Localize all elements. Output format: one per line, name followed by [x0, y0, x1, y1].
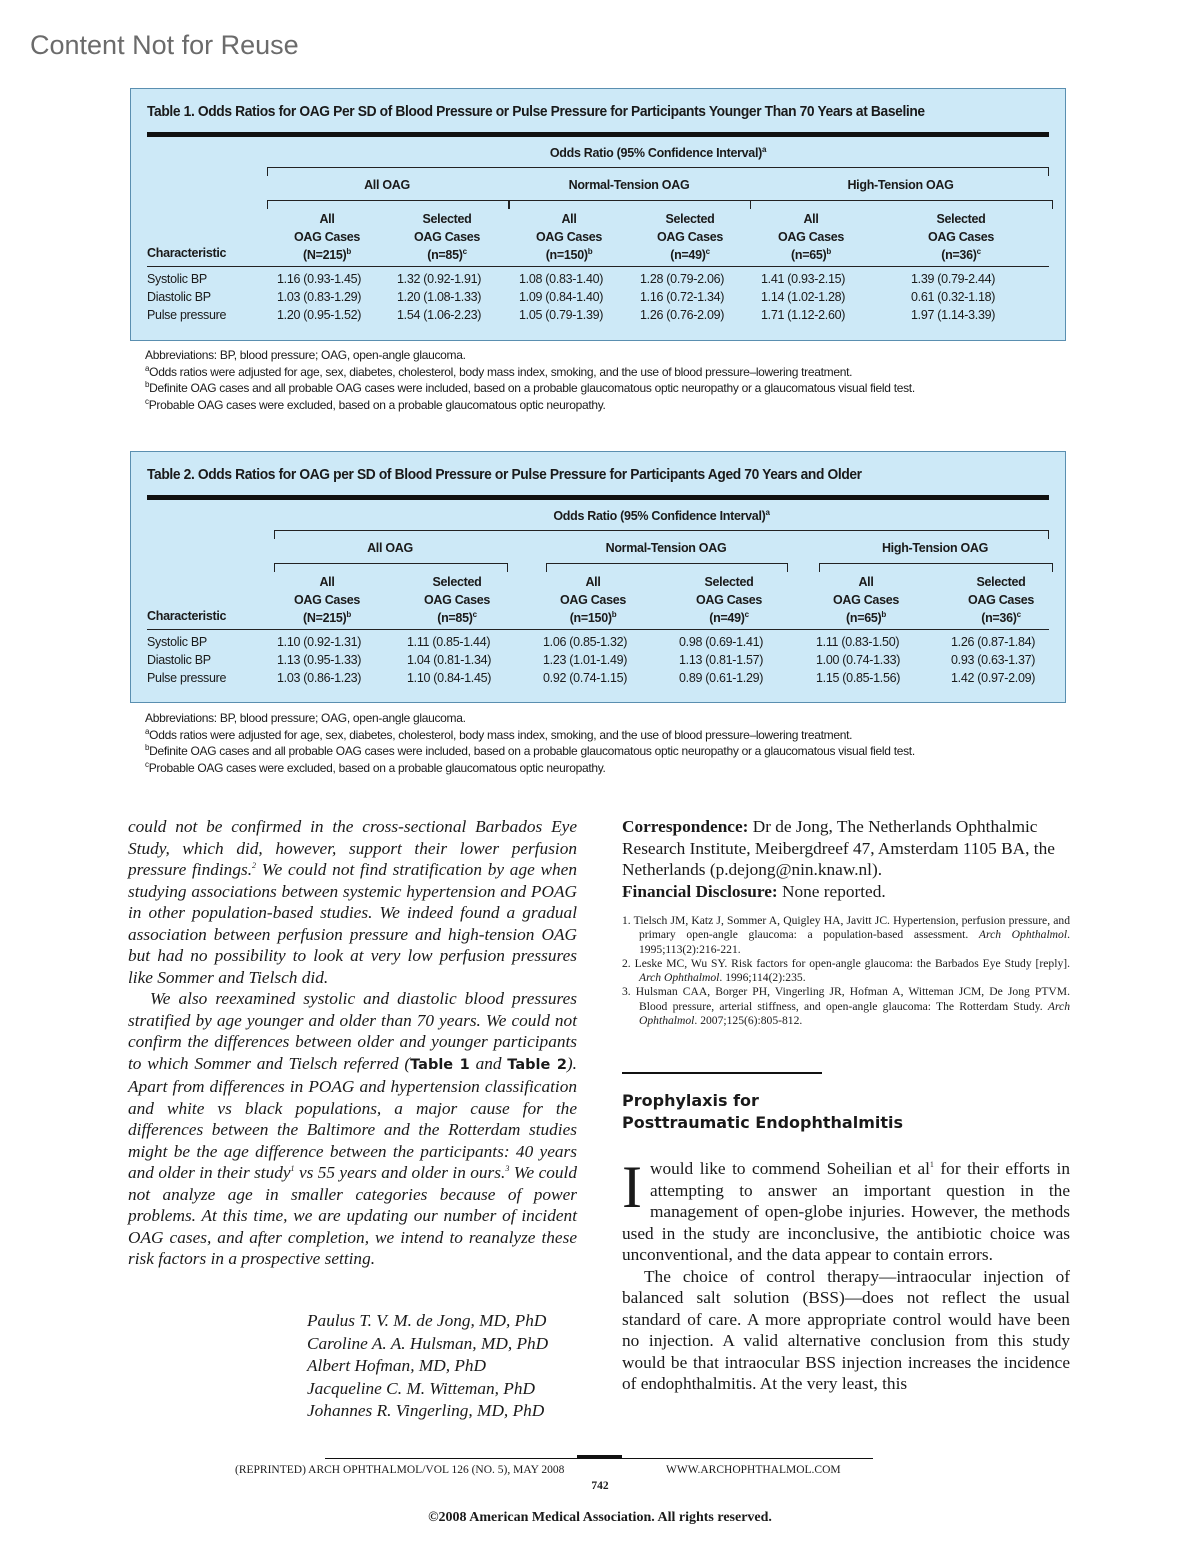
author: Albert Hofman, MD, PhD: [307, 1356, 487, 1375]
text: could not be confirmed in the cross-sectional Barbados Eye Study, which did, however, support their lower perfusion pressure findings.: [128, 817, 577, 879]
section-divider: [622, 1072, 822, 1074]
group-brace: [546, 563, 788, 572]
paragraph: [622, 1154, 1070, 1266]
author: Jacqueline C. M. Witteman, PhD: [307, 1378, 535, 1398]
footnote-marker: a: [145, 726, 150, 736]
table-1-link[interactable]: Table 1: [410, 1056, 470, 1073]
column-n: (n=85): [427, 248, 463, 262]
table-cell: 1.13 (0.95-1.33): [277, 653, 362, 667]
column-header-line: Selected: [422, 212, 472, 226]
citation: 1: [929, 1160, 934, 1170]
group-brace: [267, 200, 509, 209]
footnote-text: Abbreviations: BP, blood pressure; OAG, open-angle glaucoma.: [145, 348, 466, 362]
table-cell: 1.16 (0.72-1.34): [640, 290, 725, 304]
footnote-marker: b: [346, 609, 351, 619]
column-header-line: All: [561, 212, 577, 226]
table-cell: 1.26 (0.76-2.09): [640, 308, 725, 322]
column-header-line: All: [585, 575, 601, 589]
footnote: [145, 760, 1045, 777]
footnote-marker: b: [145, 743, 150, 752]
table-cell: 0.98 (0.69-1.41): [679, 635, 764, 649]
table-cell: 1.23 (1.01-1.49): [543, 653, 628, 667]
column-n: (N=215): [302, 611, 347, 625]
drop-cap: I: [622, 1154, 642, 1220]
paragraph: [128, 988, 577, 1270]
column-header: [630, 210, 750, 264]
footnote-marker: b: [826, 246, 831, 256]
group-brace: [509, 200, 751, 209]
footnote-marker: c: [1016, 609, 1021, 619]
group-brace: [274, 563, 508, 572]
column-n: (n=65): [846, 611, 882, 625]
row-label: Pulse pressure: [147, 308, 227, 322]
ref-text: . 1996;114(2):235.: [719, 971, 806, 985]
column-n: (n=65): [791, 248, 827, 262]
table-cell: 1.20 (0.95-1.52): [277, 308, 362, 322]
spanner-header: [267, 146, 1049, 160]
text: We could not find stratification by age when studying associations between systemic hypertension and POAG in other population-based studies. We indeed found a gradual association between perfusion pressure and high-tension OAG but had no possibility to look at very low perfusion pressures like Sommer and Tielsch did.: [128, 860, 577, 987]
table-row: [147, 290, 1049, 308]
row-label: Diastolic BP: [147, 290, 211, 304]
table-cell: 1.10 (0.84-1.45): [407, 671, 492, 685]
header-rule: [147, 629, 1049, 630]
footnote-text: Probable OAG cases were excluded, based on a probable glaucomatous optic neuropathy.: [148, 397, 606, 412]
text: We also reexamined systolic and diastolic blood pressures stratified by age younger and older than 70 years. We could not confirm the differences between older and younger participants to which Sommer and Tielsch referred (: [128, 989, 577, 1073]
column-header: [751, 210, 871, 264]
letter-title: [622, 1090, 903, 1134]
footnote-text: Odds ratios were adjusted for age, sex, diabetes, cholesterol, body mass index, smoking, and the use of blood pressure–lowering treatment.: [149, 727, 853, 742]
correspondence: [622, 816, 1070, 902]
table-cell: 1.71 (1.12-2.60): [761, 308, 846, 322]
column-header-line: OAG Cases: [293, 593, 361, 607]
group-header: High-Tension OAG: [847, 178, 954, 192]
watermark: Content Not for Reuse: [30, 30, 299, 60]
table-cell: 1.97 (1.14-3.39): [911, 308, 996, 322]
page-number: 742: [591, 1480, 609, 1492]
group-header: Normal-Tension OAG: [568, 178, 690, 192]
column-header-line: OAG Cases: [423, 593, 491, 607]
title-rule: [147, 132, 1049, 137]
footnote-marker: b: [587, 246, 593, 256]
column-n: (n=49): [709, 611, 745, 625]
table-cell: 0.93 (0.63-1.37): [951, 653, 1036, 667]
column-header-line: All: [858, 575, 874, 589]
title-rule: [147, 495, 1049, 500]
column-header: [267, 210, 387, 264]
column-n: (n=85): [437, 611, 473, 625]
citation: 2: [252, 861, 257, 871]
footnote-marker: c: [462, 246, 467, 256]
row-label: Diastolic BP: [147, 653, 211, 667]
author: Caroline A. A. Hulsman, MD, PhD: [307, 1333, 549, 1353]
row-label: Pulse pressure: [147, 671, 227, 685]
ref-journal: Arch Ophthalmol: [639, 971, 720, 985]
table-row: [147, 308, 1049, 326]
text: for their efforts in attempting to answer an important question in the management of open-globe injuries. However, the methods used in the study are inconclusive, the antibiotic choice was unconventional, and the data appear to contain errors.: [622, 1159, 1070, 1264]
table-cell: 0.61 (0.32-1.18): [911, 290, 996, 304]
signatures: [307, 1310, 548, 1423]
column-header-line: OAG Cases: [777, 230, 845, 244]
reference-item: [622, 914, 1070, 957]
table-cell: 1.28 (0.79-2.06): [640, 272, 725, 286]
footer-rule: [325, 1458, 873, 1459]
table-cell: 1.13 (0.81-1.57): [679, 653, 764, 667]
table-cell: 1.11 (0.85-1.44): [407, 635, 491, 649]
column-header: [509, 210, 629, 264]
header-rule: [147, 266, 1049, 267]
column-header-line: All: [319, 575, 335, 589]
column-header-line: OAG Cases: [559, 593, 627, 607]
footnote: [145, 727, 1045, 744]
table-cell: 1.39 (0.79-2.44): [911, 272, 996, 286]
column-header-line: Selected: [704, 575, 754, 589]
footnote-text: Odds ratios were adjusted for age, sex, diabetes, cholesterol, body mass index, smoking, and the use of blood pressure–lowering treatment.: [149, 364, 853, 379]
author: Johannes R. Vingerling, MD, PhD: [307, 1401, 545, 1420]
column-n: (n=36): [981, 611, 1017, 625]
table-cell: 1.20 (1.08-1.33): [397, 290, 482, 304]
table-row: [147, 635, 1049, 653]
footnote-text: Probable OAG cases were excluded, based on a probable glaucomatous optic neuropathy.: [148, 760, 606, 775]
table-1-footnotes: [145, 347, 1045, 413]
footnote-marker: c: [145, 759, 149, 769]
column-header-line: OAG Cases: [967, 593, 1035, 607]
footnote: [145, 710, 1045, 727]
column-header: [941, 573, 1061, 627]
column-header: [901, 210, 1021, 264]
table-1: [130, 88, 1066, 341]
text: We could not analyze age in smaller categories because of power problems. At this time, we are updating our number of incident OAG cases, and after completion, we intend to reanalyze these risk factors in a prospective setting.: [128, 1163, 577, 1268]
group-brace: [750, 200, 1053, 209]
text: vs 55 years and older in ours.: [294, 1163, 506, 1182]
characteristic-header: Characteristic: [147, 609, 227, 623]
footnote-marker: c: [472, 609, 477, 619]
footnote-marker: b: [611, 609, 617, 619]
footnote-marker: a: [762, 144, 767, 154]
footnote-text: Abbreviations: BP, blood pressure; OAG, open-angle glaucoma.: [145, 711, 466, 725]
spanner-header: [274, 509, 1049, 523]
correspondence-label: Correspondence:: [622, 817, 749, 836]
copyright: ©2008 American Medical Association. All rights reserved.: [428, 1510, 772, 1525]
table-cell: 1.41 (0.93-2.15): [761, 272, 846, 286]
footnote: [145, 364, 1045, 381]
table-cell: 1.00 (0.74-1.33): [816, 653, 901, 667]
row-label: Systolic BP: [147, 635, 207, 649]
column-header-line: OAG Cases: [656, 230, 724, 244]
footnote-marker: b: [145, 380, 150, 389]
paragraph: The choice of control therapy—intraocular injection of balanced salt solution (BSS)—does not reflect the usual standard of care. A more appropriate control would have been no injection. A valid alternative conclusion from this study would be that intraocular BSS injection increases the incidence of endophthalmitis. At the very least, this: [622, 1266, 1070, 1393]
footnote: [145, 347, 1045, 364]
references: [622, 914, 1070, 1028]
column-header-line: All: [803, 212, 819, 226]
spanner-text: Odds Ratio (95% Confidence Interval): [553, 509, 766, 523]
footnote-marker: c: [145, 396, 149, 406]
group-brace: [819, 563, 1053, 572]
journal-citation: (REPRINTED) ARCH OPHTHALMOL/VOL 126 (NO. 5), MAY 2008: [235, 1464, 565, 1476]
table-cell: 1.03 (0.86-1.23): [277, 671, 362, 685]
table-row: [147, 653, 1049, 671]
column-header: [387, 210, 507, 264]
letter-title-line: Posttraumatic Endophthalmitis: [622, 1113, 904, 1132]
table-cell: 1.14 (1.02-1.28): [761, 290, 846, 304]
footnote: [145, 397, 1045, 414]
footnote-marker: a: [145, 363, 150, 373]
footnote-text: Definite OAG cases and all probable OAG cases were included, based on a probable glaucomatous optic neuropathy or a glaucomatous visual field test.: [149, 381, 915, 395]
footnote-marker: b: [881, 609, 886, 619]
text: and: [469, 1053, 508, 1073]
group-header: All OAG: [367, 541, 413, 555]
column-header: [267, 573, 387, 627]
disclosure-text: None reported.: [777, 881, 886, 901]
table-cell: 1.03 (0.83-1.29): [277, 290, 362, 304]
table-cell: 1.10 (0.92-1.31): [277, 635, 362, 649]
column-n: (n=36): [941, 248, 977, 262]
footnote-marker: c: [705, 246, 710, 256]
table-cell: 1.09 (0.84-1.40): [519, 290, 604, 304]
correspondence-text: Dr de Jong, The Netherlands Ophthalmic Research Institute, Meibergdreef 47, Amsterdam 1105 BA, the Netherlands (p.dejong@nin.knaw.nl).: [622, 817, 1055, 879]
journal-website[interactable]: WWW.ARCHOPHTHALMOL.COM: [666, 1464, 841, 1476]
table-2-link[interactable]: Table 2: [507, 1056, 567, 1073]
footnote-marker: c: [744, 609, 749, 619]
table-cell: 1.08 (0.83-1.40): [519, 272, 604, 286]
table-title: Table 2. Odds Ratios for OAG per SD of Blood Pressure or Pulse Pressure for Participants Aged 70 Years and Older: [147, 466, 862, 483]
column-header-line: Selected: [432, 575, 482, 589]
footnote: [145, 743, 1045, 760]
column-header-line: OAG Cases: [927, 230, 995, 244]
table-cell: 1.42 (0.97-2.09): [951, 671, 1036, 685]
table-cell: 1.11 (0.83-1.50): [816, 635, 900, 649]
table-cell: 1.15 (0.85-1.56): [816, 671, 901, 685]
column-header-line: Selected: [665, 212, 715, 226]
disclosure-label: Financial Disclosure:: [622, 881, 778, 901]
table-2: [130, 451, 1066, 703]
table-title: Table 1. Odds Ratios for OAG Per SD of Blood Pressure or Pulse Pressure for Participants Younger Than 70 Years at Baseline: [147, 103, 925, 120]
column-n: (n=150): [545, 248, 588, 262]
column-n: (n=150): [569, 611, 612, 625]
ref-text: 3. Hulsman CAA, Borger PH, Vingerling JR, Hofman A, Witteman JCM, De Jong PTVM. Blood pressure, arterial stiffness, and open-angle glaucoma: The Rotterdam Study.: [622, 985, 1070, 1013]
paragraph: [128, 816, 577, 988]
footnote: [145, 380, 1045, 397]
reference-item: [622, 985, 1070, 1028]
spanner-brace: [267, 167, 1049, 176]
table-cell: 1.26 (0.87-1.84): [951, 635, 1036, 649]
table-cell: 1.05 (0.79-1.39): [519, 308, 604, 322]
table-cell: 1.32 (0.92-1.91): [397, 272, 482, 286]
column-header: [533, 573, 653, 627]
table-row: [147, 671, 1049, 689]
column-header-line: OAG Cases: [413, 230, 481, 244]
row-label: Systolic BP: [147, 272, 207, 286]
table-cell: 1.54 (1.06-2.23): [397, 308, 482, 322]
citation: 1: [290, 1164, 295, 1174]
footnote-marker: c: [976, 246, 981, 256]
ref-journal: Arch Ophthalmol: [978, 928, 1068, 942]
column-n: (N=215): [302, 248, 347, 262]
characteristic-header: Characteristic: [147, 246, 227, 260]
column-header: [806, 573, 926, 627]
table-cell: 1.06 (0.85-1.32): [543, 635, 628, 649]
reference-item: [622, 957, 1070, 986]
ref-journal: Arch Ophthalmol: [639, 999, 1070, 1028]
table-cell: 1.04 (0.81-1.34): [407, 653, 492, 667]
group-header: Normal-Tension OAG: [605, 541, 727, 555]
ref-text: . 1995;113(2):216-221.: [639, 928, 1070, 956]
ref-text: 1. Tielsch JM, Katz J, Sommer A, Quigley HA, Javitt JC. Hypertension, perfusion pressure, and primary open-angle glaucoma: a population-based assessment.: [622, 914, 1070, 942]
table-cell: 1.16 (0.93-1.45): [277, 272, 362, 286]
table-row: [147, 272, 1049, 290]
spanner-text: Odds Ratio (95% Confidence Interval): [549, 146, 762, 160]
ref-text: 2. Leske MC, Wu SY. Risk factors for open-angle glaucoma: the Barbados Eye Study [reply].: [622, 956, 1070, 970]
group-header: High-Tension OAG: [881, 541, 989, 555]
citation: 3: [505, 1164, 510, 1174]
table-cell: 0.92 (0.74-1.15): [543, 671, 628, 685]
column-header-line: OAG Cases: [535, 230, 603, 244]
column-header-line: OAG Cases: [293, 230, 361, 244]
table-cell: 0.89 (0.61-1.29): [679, 671, 764, 685]
letter-body: [622, 1154, 1070, 1395]
table-2-footnotes: [145, 710, 1045, 776]
author: Paulus T. V. M. de Jong, MD, PhD: [307, 1311, 547, 1330]
column-header: [397, 573, 517, 627]
text: ). Apart from differences in POAG and hypertension classification and white vs black populations, a major cause for the differences between the Baltimore and the Rotterdam studies might be the age difference between the participants: 40 years and older in their study: [128, 1053, 577, 1182]
column-n: (n=49): [670, 248, 706, 262]
column-header-line: OAG Cases: [832, 593, 900, 607]
column-header-line: Selected: [936, 212, 986, 226]
footnote-text: Definite OAG cases and all probable OAG cases were included, based on a probable glaucomatous optic neuropathy or a glaucomatous visual field test.: [149, 744, 915, 758]
ref-text: . 2007;125(6):805-812.: [694, 1014, 803, 1028]
column-header: [669, 573, 789, 627]
group-header: All OAG: [364, 178, 410, 192]
column-header-line: OAG Cases: [695, 593, 763, 607]
text: would like to commend Soheilian et al: [649, 1159, 930, 1178]
left-column-text: [128, 816, 577, 1270]
column-header-line: Selected: [976, 575, 1026, 589]
footnote-marker: a: [765, 507, 770, 517]
column-header-line: All: [319, 212, 335, 226]
letter-title-line: Prophylaxis for: [622, 1091, 759, 1110]
spanner-brace: [274, 530, 1049, 539]
footnote-marker: b: [346, 246, 351, 256]
